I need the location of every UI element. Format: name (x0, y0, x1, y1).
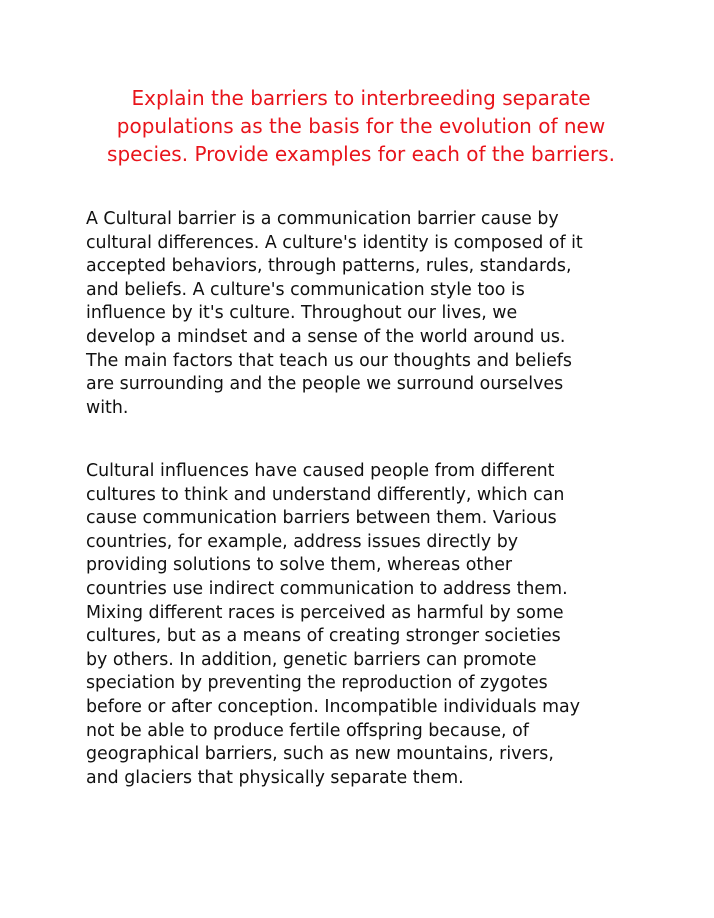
document-title: Explain the barriers to interbreeding separate populations as the basis for the evolution of new species. Provide examples for each of the barriers. (107, 86, 615, 166)
paragraph-cultural-influences: Cultural influences have caused people from different cultures to think and understand differently, which can cause communication barriers between them. Various countries, for example, address issues directly by providing solutions to solve them, whereas other countries use indirect communication to address them. Mixing different races is perceived as harmful by some cultures, but as a means of creating stronger societies by others. In addition, genetic barriers can promote speciation by preventing the reproduction of zygotes before or after conception. Incompatible individuals may not be able to produce fertile offspring because, of geographical barriers, such as new mountains, rivers, and glaciers that physically separate them. (86, 461, 580, 788)
paragraph-cultural-barrier: A Cultural barrier is a communication barrier cause by cultural differences. A culture's identity is composed of it accepted behaviors, through patterns, rules, standards, and beliefs. A culture's communication style too is influence by it's culture. Throughout our lives, we develop a mindset and a sense of the world around us. The main factors that teach us our thoughts and beliefs are surrounding and the people we surround ourselves with. (86, 209, 583, 418)
